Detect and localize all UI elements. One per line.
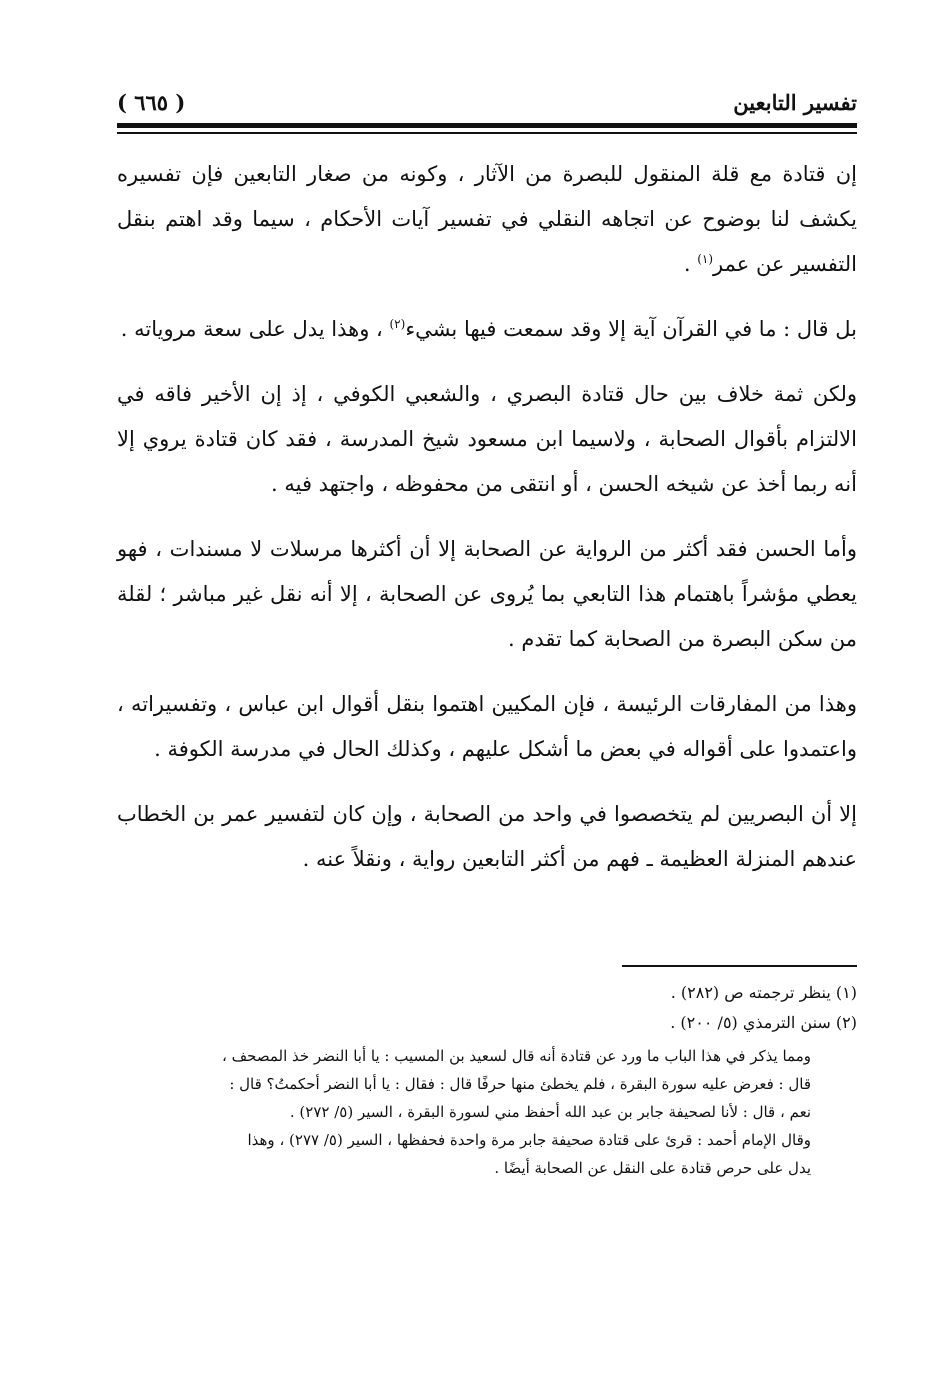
paragraph-6: إلا أن البصريين لم يتخصصوا في واحد من الصحابة ، وإن كان لتفسير عمر بن الخطاب عندهم المنزلة العظيمة ـ فهم من أكثر التابعين رواية ، ونقلاً عنه . — [117, 802, 857, 871]
footnote-separator — [622, 965, 857, 967]
paragraph-2: بل قال : ما في القرآن آية إلا وقد سمعت فيها بشيء$^{(٢)}$ ، وهذا يدل على سعة مروياته . — [120, 317, 857, 341]
footnote-ref-1[interactable]: (١) — [697, 252, 714, 266]
footnotes — [117, 978, 857, 1182]
footnote-2-line-1: ومما يذكر في هذا الباب ما ورد عن قتادة أنه قال لسعيد بن المسيب : يا أبا النضر خذ المصحف ، — [222, 1047, 811, 1065]
paragraph-4: وأما الحسن فقد أكثر من الرواية عن الصحابة إلا أن أكثرها مرسلات لا مسندات ، فهو يعطي مؤشراً باهتمام هذا التابعي بما يُروى عن الصحابة ، إلا أنه نقل غير مباشر ؛ لقلة من سكن البصرة من الصحابة كما تقدم . — [117, 537, 857, 651]
footnote-1: (١) ينظر ترجمته ص (٢٨٢) . — [670, 983, 857, 1002]
paragraph-5: وهذا من المفارقات الرئيسة ، فإن المكيين اهتموا بنقل أقوال ابن عباس ، وتفسيراته ، واعتمدوا على أقواله في بعض ما أشكل عليهم ، وكذلك الحال في مدرسة الكوفة . — [117, 692, 857, 761]
running-title: تفسير التابعين — [733, 90, 857, 115]
footnote-2-line-3: نعم ، قال : لأنا لصحيفة جابر بن عبد الله أحفظ مني لسورة البقرة ، السير (٥/ ٢٧٢) . — [289, 1103, 811, 1121]
footnote-2: (٢) سنن الترمذي (٥/ ٢٠٠) . — [670, 1013, 857, 1032]
header-rule-thick — [117, 123, 857, 128]
running-header — [117, 86, 857, 120]
footnote-2-line-5: يدل على حرص قتادة على النقل عن الصحابة أيضًا . — [494, 1159, 811, 1177]
main-text — [117, 152, 857, 902]
footnote-2-line-4: وقال الإمام أحمد : قرئ على قتادة صحيفة جابر مرة واحدة فحفظها ، السير (٥/ ٢٧٧) ، وهذا — [247, 1131, 811, 1149]
footnote-2-line-2: قال : فعرض عليه سورة البقرة ، فلم يخطئ منها حرفًا قال : فقال : يا أبا النضر أحكمتُ؟ قال : — [229, 1075, 811, 1093]
page-number: ( ٦٦٥ ) — [117, 90, 186, 115]
paragraph-3: ولكن ثمة خلاف بين حال قتادة البصري ، والشعبي الكوفي ، إذ إن الأخير فاقه في الالتزام بأقوال الصحابة ، ولاسيما ابن مسعود شيخ المدرسة ، فقد كان قتادة يروي إلا أنه ربما أخذ عن شيخه الحسن ، أو انتقى من محفوظه ، واجتهد فيه . — [117, 382, 857, 496]
header-rule-thin — [117, 132, 857, 134]
footnote-ref-2[interactable]: (٢) — [389, 317, 406, 331]
paragraph-1: إن قتادة مع قلة المنقول للبصرة من الآثار ، وكونه من صغار التابعين فإن تفسيره يكشف لنا بوضوح عن اتجاهه النقلي في تفسير آيات الأحكام ، سيما وقد اهتم بنقل التفسير عن عمر$^{(١)}$ . — [117, 162, 857, 276]
footnote-2-detail — [117, 1042, 857, 1182]
